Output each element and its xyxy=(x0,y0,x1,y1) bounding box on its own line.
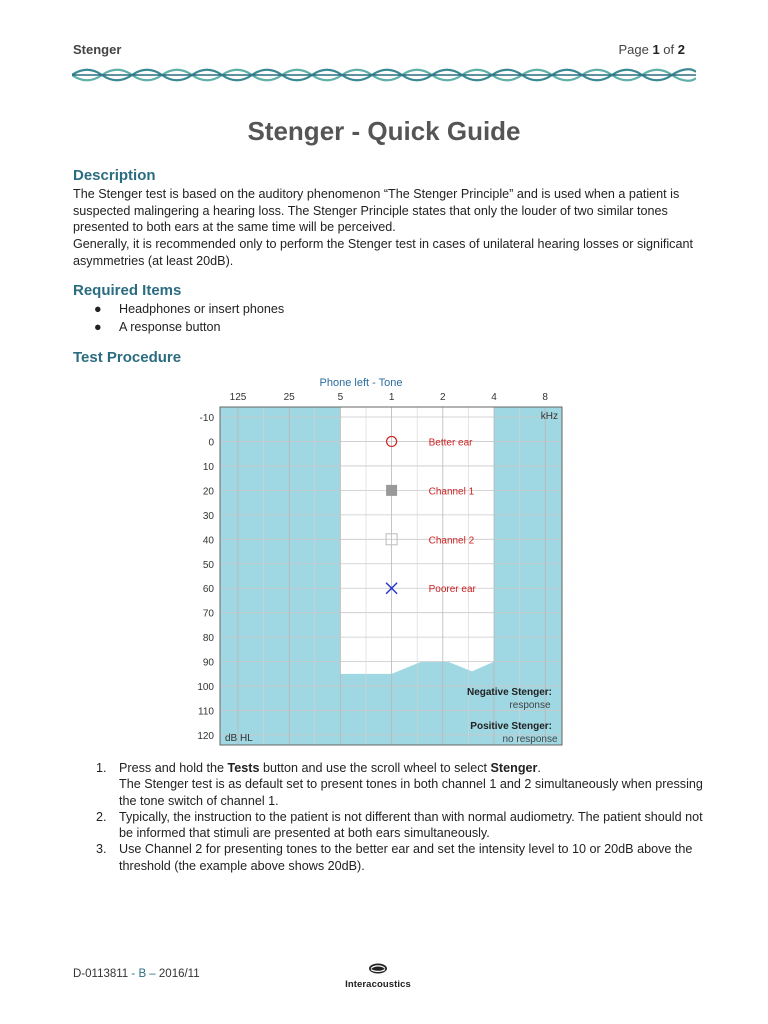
logo-wordmark: Interacoustics xyxy=(345,979,411,990)
test-procedure-heading: Test Procedure xyxy=(73,349,182,366)
step-bold-stenger: Stenger xyxy=(490,761,538,775)
step-number: 1. xyxy=(96,761,107,775)
annotation-value: no response xyxy=(502,734,558,745)
y-unit-label: dB HL xyxy=(225,733,253,744)
x-tick-label: 25 xyxy=(283,392,295,403)
annotation-label: Negative Stenger: xyxy=(466,687,552,698)
description-paragraph-2: Generally, it is recommended only to perform the Stenger test in cases of unilateral hearing losses or significant asymmetries (at least 20dB). xyxy=(73,237,693,268)
x-tick-label: 1 xyxy=(388,392,395,403)
y-tick-label: 20 xyxy=(202,486,214,498)
annotation-label: Positive Stenger: xyxy=(470,721,552,732)
page-indicator xyxy=(618,42,685,57)
page-title: Stenger - Quick Guide xyxy=(247,116,521,146)
doc-revision: B xyxy=(138,968,147,980)
y-tick-label: -10 xyxy=(199,413,214,424)
x-tick-label: 8 xyxy=(542,392,548,403)
y-tick-label: 50 xyxy=(202,559,214,571)
step-text: Typically, the instruction to the patient is not different than with normal audiometry. The patient should not be informed that stimuli are presented at both ears simultaneously. xyxy=(119,809,703,841)
marker-label: Better ear xyxy=(428,437,473,449)
step-extra-text: The Stenger test is as default set to present tones in both channel 1 and 2 simultaneously when pressing the tone switch of channel 1. xyxy=(119,777,703,808)
required-item xyxy=(94,320,221,334)
x-unit-label: kHz xyxy=(540,411,558,422)
header-document-name: Stenger xyxy=(73,42,122,57)
step-bold-tests: Tests xyxy=(227,761,260,775)
marker-label: Channel 2 xyxy=(428,535,475,547)
x-tick-label: 2 xyxy=(440,392,446,403)
page-mid: of xyxy=(659,42,678,57)
y-tick-label: 40 xyxy=(202,535,214,547)
y-tick-label: 0 xyxy=(208,437,214,449)
y-tick-label: 100 xyxy=(197,682,214,694)
annotation-value: response xyxy=(509,700,551,711)
decorative-rope-divider xyxy=(72,64,696,86)
y-tick-label: 90 xyxy=(202,657,214,669)
step-text: . xyxy=(537,761,541,775)
x-tick-label: 5 xyxy=(337,392,344,403)
page-number: 1 xyxy=(652,42,660,57)
required-item xyxy=(94,302,284,316)
y-tick-label: 70 xyxy=(202,608,214,620)
required-item-label: Headphones or insert phones xyxy=(119,302,285,316)
procedure-steps xyxy=(96,760,716,874)
marker-filled-square xyxy=(386,485,397,496)
step-text: Use Channel 2 for presenting tones to the better ear and set the intensity level to 10 or 20dB above the threshold (the example above shows 20dB). xyxy=(119,842,693,873)
required-items-heading: Required Items xyxy=(73,282,182,299)
step-number: 2. xyxy=(96,809,107,824)
y-tick-label: 30 xyxy=(202,510,214,522)
doc-date: 2016/11 xyxy=(158,968,200,980)
page-prefix: Page xyxy=(618,42,653,57)
required-item-label: A response button xyxy=(119,320,221,334)
description-heading: Description xyxy=(73,167,156,184)
procedure-step xyxy=(96,809,716,842)
step-text: button and use the scroll wheel to select xyxy=(259,761,491,775)
x-tick-label: 125 xyxy=(229,392,247,403)
chart-title: Phone left - Tone xyxy=(319,377,403,389)
page-total: 2 xyxy=(677,42,685,57)
description-paragraph-1: The Stenger test is based on the auditory phenomenon “The Stenger Principle” and is used when a patient is suspected malingering a hearing loss. The Stenger Principle states that only the louder of two similar tones presented to both ears at the same time will be perceived. xyxy=(73,187,680,234)
y-tick-label: 80 xyxy=(202,633,214,645)
interacoustics-logo xyxy=(332,961,424,990)
step-number: 3. xyxy=(96,842,107,857)
procedure-step xyxy=(96,760,716,809)
audiogram-chart xyxy=(190,375,580,750)
bullet-icon: ● xyxy=(94,302,102,316)
logo-mark-icon xyxy=(368,963,388,974)
marker-label: Channel 1 xyxy=(428,486,475,498)
doc-sep: - xyxy=(128,968,139,980)
y-tick-label: 10 xyxy=(202,461,214,473)
bullet-icon: ● xyxy=(94,320,102,334)
marker-label: Poorer ear xyxy=(428,584,476,596)
x-tick-label: 4 xyxy=(491,392,497,403)
step-body xyxy=(119,760,716,809)
doc-sep: – xyxy=(146,968,159,980)
procedure-step xyxy=(96,841,716,874)
y-tick-label: 120 xyxy=(197,731,214,742)
document-id xyxy=(73,968,200,980)
step-text: Press and hold the xyxy=(119,761,228,775)
doc-id: D-0113811 xyxy=(73,968,129,980)
y-tick-label: 110 xyxy=(198,706,214,718)
y-tick-label: 60 xyxy=(202,584,214,596)
